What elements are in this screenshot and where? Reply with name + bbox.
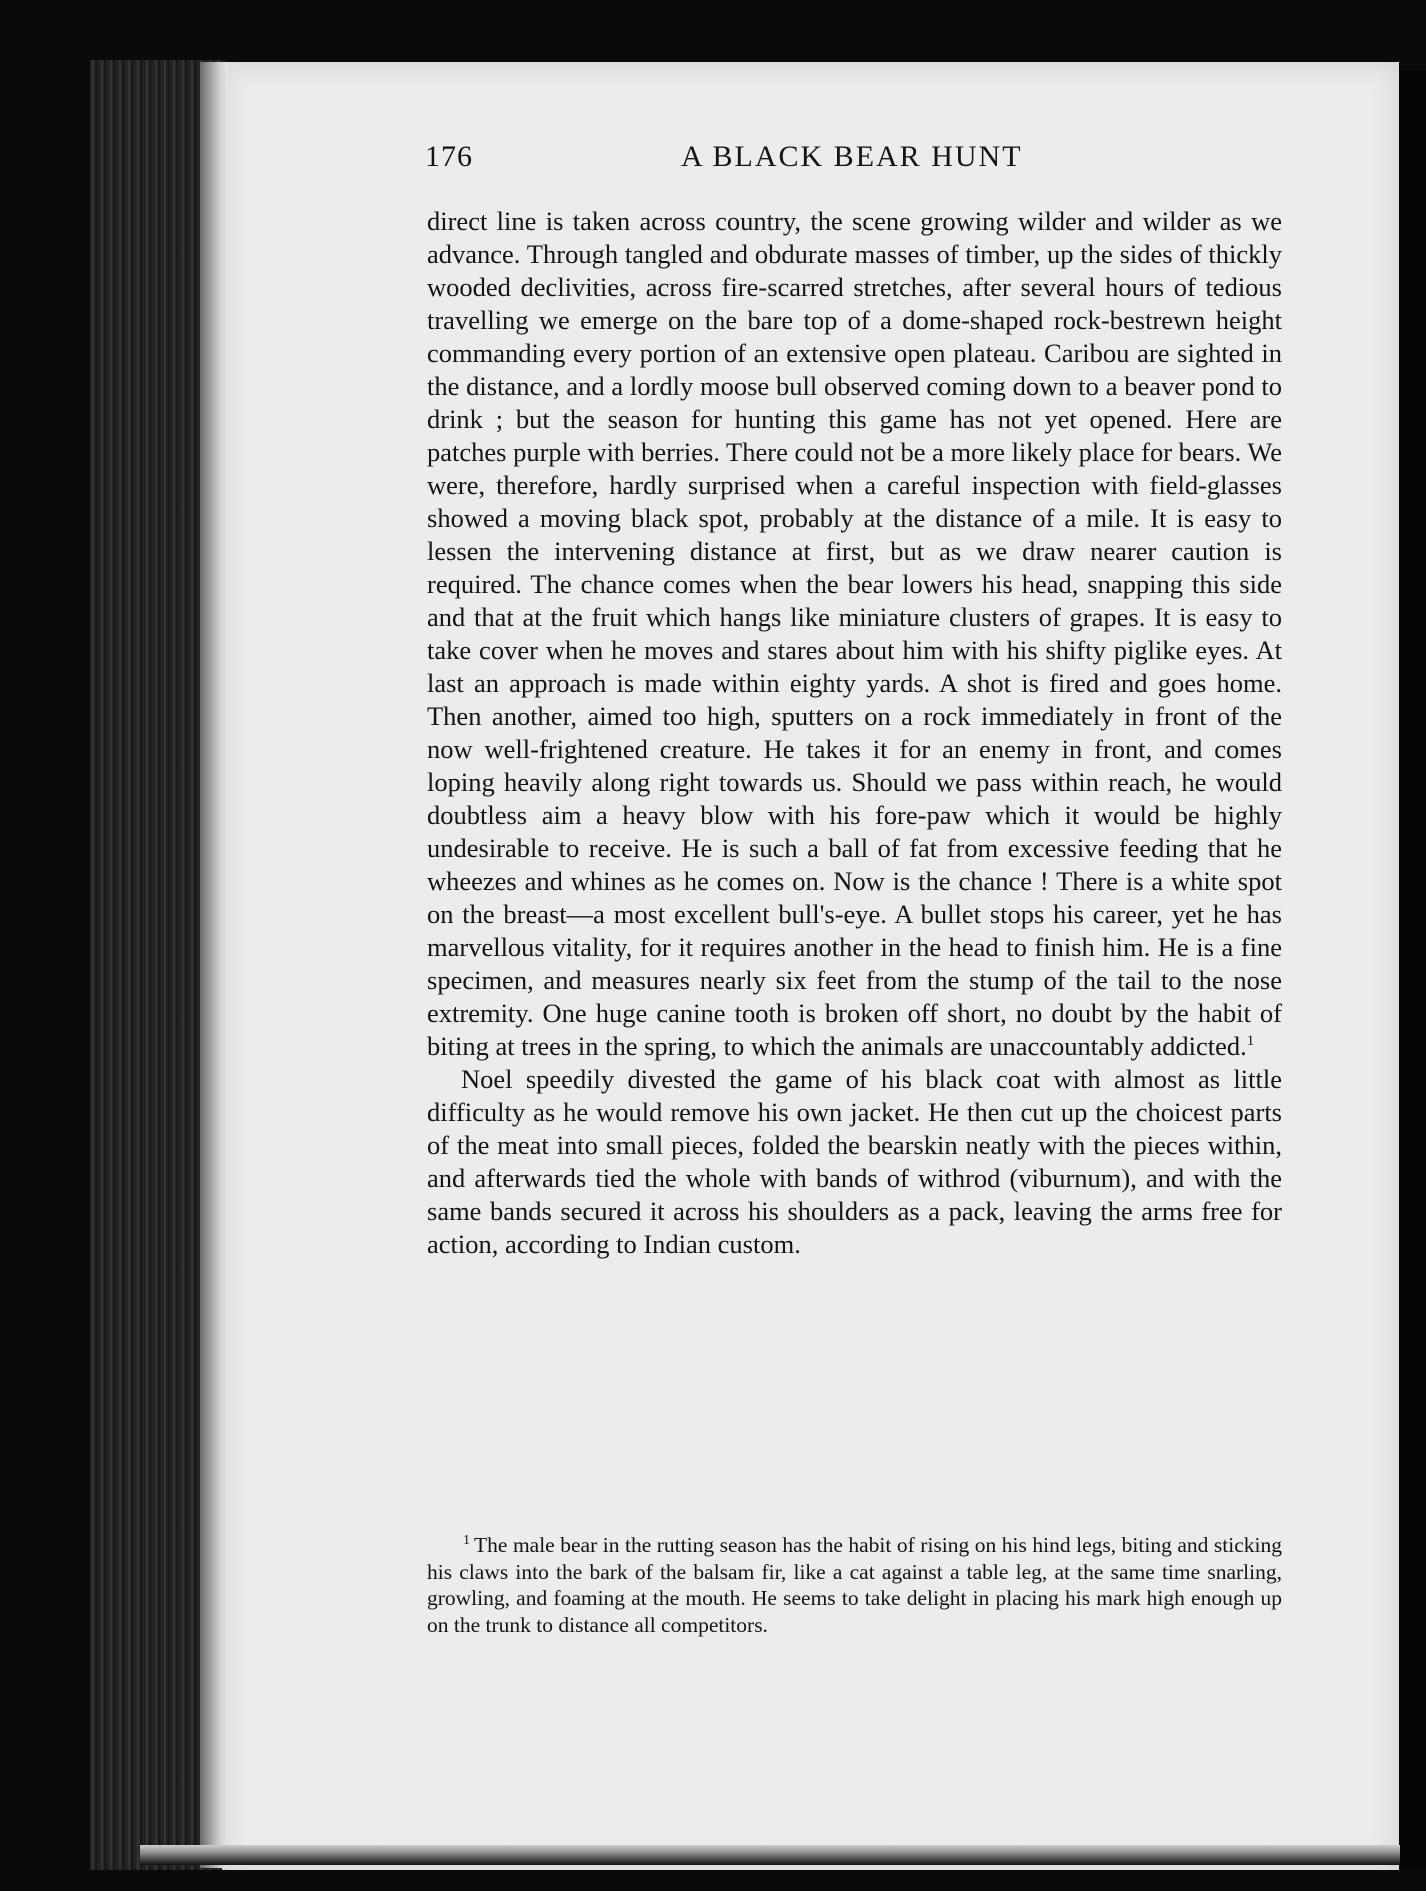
running-head: A BLACK BEAR HUNT: [681, 140, 1023, 173]
page-number: 176: [425, 140, 473, 173]
page-bottom-edge: [140, 1845, 1400, 1865]
footnote-number: 1: [463, 1532, 470, 1548]
footnote-marker: 1: [1246, 1033, 1255, 1050]
scan-right-border: [1399, 70, 1426, 1870]
page-header: [425, 140, 1295, 180]
paragraph-text: direct line is taken across country, the scene growing wilder and wilder as we advance. Through tangled and obdurate masses of timber, up the sides of thickly wooded declivities, across fire-scarred stretches, after several hours of tedious travelling we emerge on the bare top of a dome-shaped rock-bestrewn height commanding every portion of an extensive open plateau. Caribou are sighted in the distance, and a lordly moose bull observed coming down to a beaver pond to drink ; but the season for hunting this game has not yet opened. Here are patches purple with berries. There could not be a more likely place for bears. We were, therefore, hardly surprised when a careful inspection with field-glasses showed a moving black spot, probably at the distance of a mile. It is easy to lessen the intervening distance at first, but as we draw nearer caution is required. The chance comes when the bear lowers his head, snapping this side and that at the fruit which hangs like miniature clusters of grapes. It is easy to take cover when he moves and stares about him with his shifty piglike eyes. At last an approach is made within eighty yards. A shot is fired and goes home. Then another, aimed too high, sputters on a rock immediately in front of the now well-frightened creature. He takes it for an enemy in front, and comes loping heavily along right towards us. Should we pass within reach, he would doubtless aim a heavy blow with his fore-paw which it would be highly undesirable to receive. He is such a ball of fat from excessive feeding that he wheezes and whines as he comes on. Now is the chance ! There is a white spot on the breast—a most excellent bull's-eye. A bullet stops his career, yet he has marvellous vitality, for it requires another in the head to finish him. He is a fine specimen, and measures nearly six feet from the stump of the tail to the nose extremity. One huge canine tooth is broken off short, no doubt by the habit of biting at trees in the spring, to which the animals are unaccountably addicted.: [427, 206, 1282, 1061]
paragraph: [427, 205, 1282, 1063]
paragraph: Noel speedily divested the game of his black coat with almost as little difficulty as he would remove his own jacket. He then cut up the choicest parts of the meat into small pieces, folded the bearskin neatly with the pieces within, and afterwards tied the whole with bands of withrod (viburnum), and with the same bands secured it across his shoulders as a pack, leaving the arms free for action, according to Indian custom.: [427, 1064, 1282, 1259]
footnote: [427, 1532, 1282, 1638]
footnote-text: The male bear in the rutting season has the habit of rising on his hind legs, biting and sticking his claws into the bark of the balsam fir, like a cat against a table leg, at the same time snarling, growling, and foaming at the mouth. He seems to take delight in placing his mark high enough up on the trunk to distance all competitors.: [427, 1533, 1282, 1637]
page-gutter-edge: [200, 62, 228, 1868]
body-text: [427, 205, 1282, 1261]
